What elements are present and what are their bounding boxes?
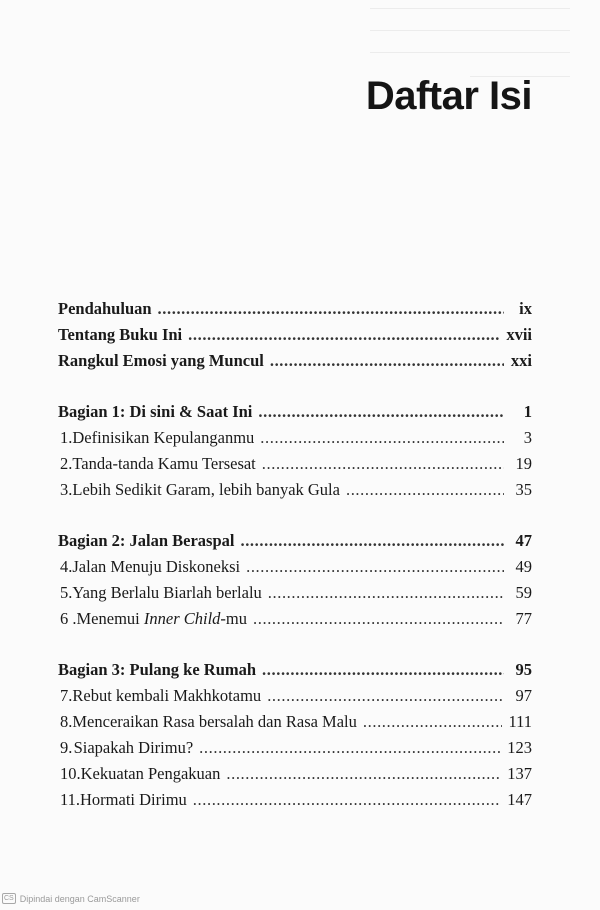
chapter-title: Jalan Menuju Diskoneksi <box>72 557 241 576</box>
toc-entry-page: xvii <box>506 325 532 344</box>
chapter-page: 77 <box>515 609 532 628</box>
toc-chapter-10 <box>58 761 532 787</box>
toc-part-page: 47 <box>515 531 532 550</box>
dot-leader <box>240 528 504 554</box>
toc-part-label: Bagian 1: Di sini & Saat Ini <box>58 402 253 421</box>
chapter-number: 10. <box>60 764 81 783</box>
chapter-number: 8. <box>60 712 73 731</box>
chapter-title-italic: Inner Child <box>143 609 221 628</box>
chapter-page: 123 <box>507 738 532 757</box>
chapter-title <box>77 606 248 632</box>
dot-leader <box>226 761 501 787</box>
chapter-page: 137 <box>507 764 532 783</box>
toc-entry-label: Rangkul Emosi yang Muncul <box>58 351 264 370</box>
chapter-title-pre: Menemui <box>76 609 144 628</box>
toc-entry-page: xxi <box>510 351 532 370</box>
dot-leader <box>363 709 503 735</box>
dot-leader <box>246 554 504 580</box>
bleed-through-line <box>370 8 570 9</box>
chapter-page: 59 <box>515 583 532 602</box>
toc-chapter-7 <box>58 683 532 709</box>
camscanner-logo-icon: CS <box>4 895 14 902</box>
chapter-number: 1. <box>60 428 73 447</box>
dot-leader <box>199 735 501 761</box>
toc-chapter-1 <box>58 425 532 451</box>
dot-leader <box>267 683 504 709</box>
toc-chapter-5 <box>58 580 532 606</box>
chapter-number: 5. <box>60 583 73 602</box>
chapter-page: 49 <box>515 557 532 576</box>
dot-leader <box>270 348 504 374</box>
toc-chapter-2 <box>58 451 532 477</box>
section-gap <box>58 374 532 399</box>
chapter-page: 111 <box>508 712 532 731</box>
toc-entry-tentang-buku <box>58 322 532 348</box>
toc-part-label: Bagian 2: Jalan Beraspal <box>58 531 235 550</box>
chapter-title: Tanda-tanda Kamu Tersesat <box>72 454 256 473</box>
page-title: Daftar Isi <box>365 74 532 118</box>
toc-entry-label: Pendahuluan <box>58 299 152 318</box>
toc-entry-pendahuluan <box>58 296 532 322</box>
chapter-page: 35 <box>515 480 532 499</box>
dot-leader <box>268 580 504 606</box>
dot-leader <box>262 657 504 683</box>
chapter-number: 7. <box>60 686 73 705</box>
chapter-title: Hormati Dirimu <box>80 790 187 809</box>
toc-part-label: Bagian 3: Pulang ke Rumah <box>58 660 257 679</box>
dot-leader <box>158 296 504 322</box>
toc-chapter-11 <box>58 787 532 813</box>
toc-chapter-9 <box>58 735 532 761</box>
toc-part-page: 1 <box>523 402 532 421</box>
chapter-title: Kekuatan Pengakuan <box>80 764 221 783</box>
toc-part-heading-2 <box>58 528 532 554</box>
chapter-title: Lebih Sedikit Garam, lebih banyak Gula <box>72 480 340 499</box>
section-gap <box>58 632 532 657</box>
bleed-through-line <box>370 30 570 31</box>
toc-entry-label: Tentang Buku Ini <box>58 325 183 344</box>
chapter-page: 19 <box>515 454 532 473</box>
chapter-title: Yang Berlalu Biarlah berlalu <box>72 583 262 602</box>
chapter-page: 3 <box>523 428 532 447</box>
dot-leader <box>193 787 501 813</box>
chapter-title-post: -mu <box>220 609 248 628</box>
chapter-number: 11. <box>60 790 81 809</box>
toc-entry-page: ix <box>519 299 532 318</box>
chapter-number: 3. <box>60 480 73 499</box>
dot-leader <box>253 606 504 632</box>
toc-chapter-3 <box>58 477 532 503</box>
toc-part-heading-1 <box>58 399 532 425</box>
table-of-contents <box>58 296 532 813</box>
toc-entry-rangkul-emosi <box>58 348 532 374</box>
section-gap <box>58 503 532 528</box>
toc-chapter-8 <box>58 709 532 735</box>
chapter-number: 4. <box>60 557 73 576</box>
chapter-title: Menceraikan Rasa bersalah dan Rasa Malu <box>72 712 357 731</box>
bleed-through-line <box>370 52 570 53</box>
chapter-number: 2. <box>60 454 73 473</box>
chapter-number: 6 . <box>60 609 77 628</box>
toc-chapter-4 <box>58 554 532 580</box>
chapter-title: Rebut kembali Makhkotamu <box>72 686 262 705</box>
chapter-title: Siapakah Dirimu? <box>73 738 194 757</box>
watermark-text: Dipindai dengan CamScanner <box>19 893 140 904</box>
dot-leader <box>346 477 504 503</box>
dot-leader <box>262 451 504 477</box>
chapter-title: Definisikan Kepulanganmu <box>72 428 255 447</box>
chapter-page: 97 <box>515 686 532 705</box>
chapter-page: 147 <box>507 790 532 809</box>
toc-chapter-6 <box>58 606 532 632</box>
chapter-number: 9. <box>60 738 73 757</box>
toc-part-page: 95 <box>515 660 532 679</box>
dot-leader <box>258 399 504 425</box>
dot-leader <box>260 425 504 451</box>
toc-part-heading-3 <box>58 657 532 683</box>
scanner-watermark <box>2 893 140 904</box>
dot-leader <box>188 322 500 348</box>
